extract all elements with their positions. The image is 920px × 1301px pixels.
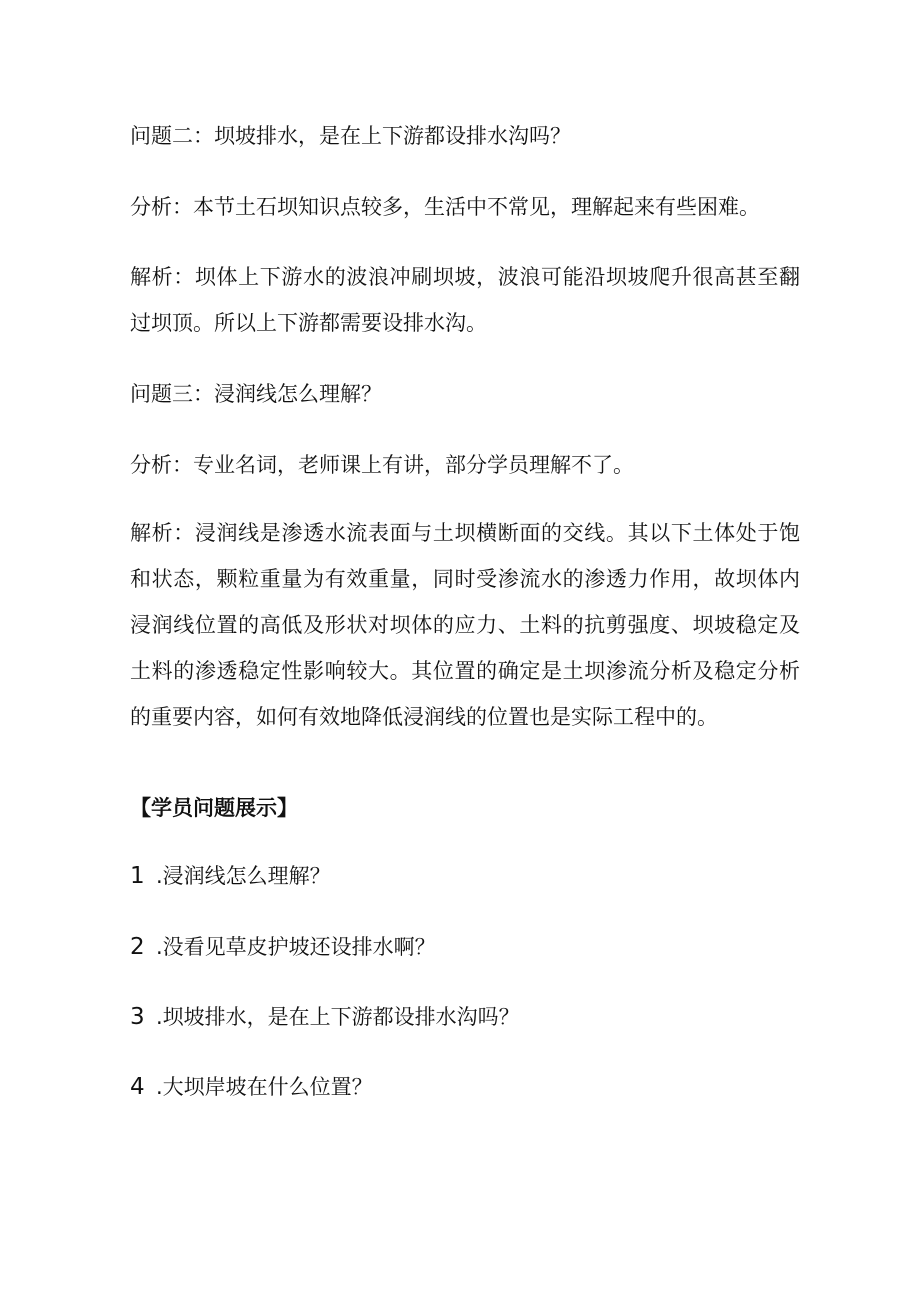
list-item-text: .坝坡排水，是在上下游都设排水沟吗？ (156, 1005, 520, 1029)
question-three-analysis: 分析：专业名词，老师课上有讲，部分学员理解不了。 (130, 453, 634, 477)
list-item (130, 853, 331, 899)
list-item-text: .浸润线怎么理解？ (156, 864, 331, 888)
list-item-number: 2 (130, 934, 145, 960)
question-three: 问题三：浸润线怎么理解？ (130, 382, 382, 406)
list-item (130, 924, 436, 970)
question-two-answer: 解析：坝体上下游水的波浪冲刷坝坡，波浪可能沿坝坡爬升很高甚至翻过坝顶。所以上下游都需要设排水沟。 (130, 265, 800, 335)
list-item-text: .没看见草皮护坡还设排水啊？ (156, 935, 436, 959)
list-item (130, 994, 520, 1040)
question-two: 问题二：坝坡排水，是在上下游都设排水沟吗？ (130, 124, 571, 148)
list-item-text: .大坝岸坡在什么位置？ (156, 1075, 373, 1099)
question-two-analysis: 分析：本节土石坝知识点较多，生活中不常见，理解起来有些困难。 (130, 195, 760, 219)
list-item-number: 1 (130, 863, 145, 889)
list-item-number: 3 (130, 1004, 145, 1030)
list-item-number: 4 (130, 1074, 145, 1100)
section-heading: 【学员问题展示】 (130, 796, 298, 820)
question-three-answer: 解析：浸润线是渗透水流表面与土坝横断面的交线。其以下土体处于饱和状态，颗粒重量为有效重量，同时受渗流水的渗透力作用，故坝体内浸润线位置的高低及形状对坝体的应力、土料的抗剪强度、坝坡稳定及土料的渗透稳定性影响较大。其位置的确定是土坝渗流分析及稳定分析的重要内容，如何有效地降低浸润线的位置也是实际工程中的。 (130, 521, 800, 729)
list-item (130, 1064, 373, 1110)
